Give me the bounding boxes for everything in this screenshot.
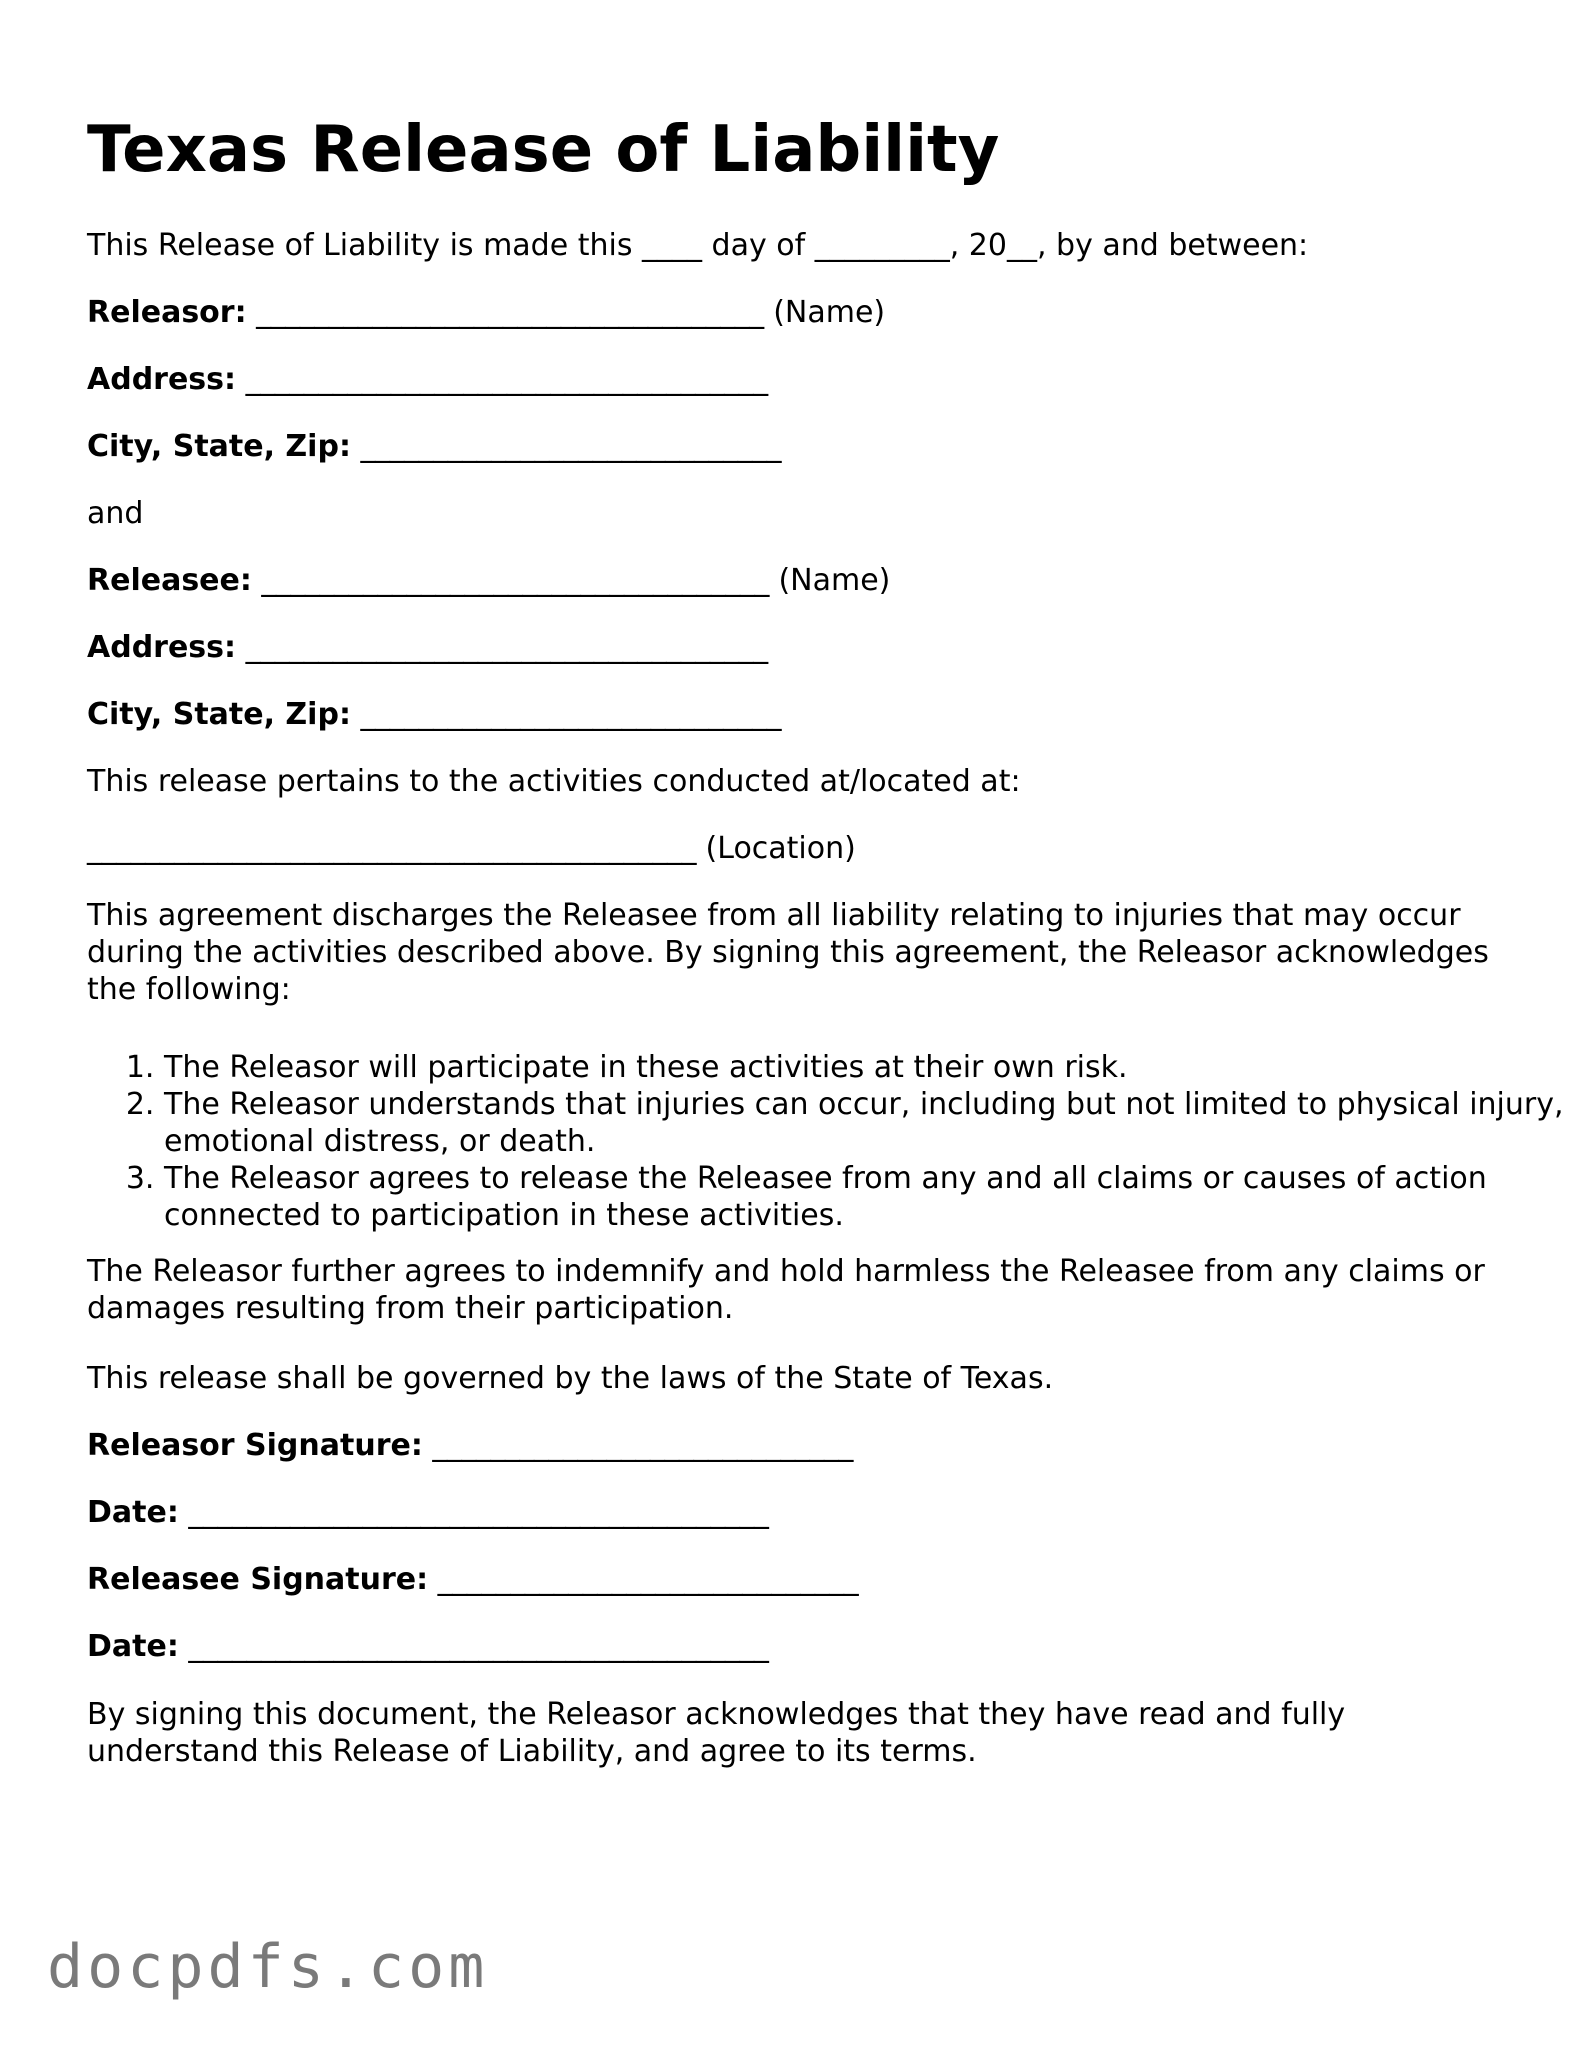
- releasor-signature-row: [87, 1427, 853, 1465]
- intro-line: This Release of Liability is made this ____ day of _________, 20__, by and between:: [87, 228, 1309, 263]
- releasee-date-row: [87, 1628, 768, 1666]
- releasor-address-field[interactable]: ____________________________________: [245, 362, 768, 397]
- list-item: 3. The Releasor agrees to release the Releasee from any and all claims or causes of action connected to participation in these activities.: [164, 1160, 1583, 1234]
- location-field[interactable]: __________________________________________: [87, 831, 696, 866]
- releasor-date-field[interactable]: ________________________________________: [188, 1495, 769, 1530]
- releasor-name-suffix: (Name): [773, 295, 886, 330]
- releasee-name-row: [87, 562, 890, 600]
- list-item: 1. The Releasor will participate in these activities at their own risk.: [164, 1049, 1583, 1086]
- releasor-signature-field[interactable]: _____________________________: [432, 1428, 853, 1463]
- watermark: docpdfs.com: [47, 1932, 489, 2002]
- releasee-signature-row: [87, 1561, 858, 1599]
- releasor-name-row: [87, 294, 885, 332]
- agreement-paragraph: This agreement discharges the Releasee from all liability relating to injuries that may occur during the activities described above. By signing this agreement, the Releasor acknowledges the following:: [87, 898, 1489, 1007]
- releasor-name-field[interactable]: ___________________________________: [256, 295, 764, 330]
- list-item: 2. The Releasor understands that injuries can occur, including but not limited to physical injury, emotional distress, or death.: [164, 1086, 1583, 1160]
- releasee-name-label: Releasee:: [87, 563, 252, 598]
- governing-law: This release shall be governed by the laws of the State of Texas.: [87, 1361, 1054, 1396]
- location-intro: This release pertains to the activities conducted at/located at:: [87, 764, 1021, 799]
- releasee-city-row: [87, 696, 781, 734]
- location-row: [87, 830, 856, 868]
- acknowledgement-list: [87, 1049, 1583, 1234]
- indemnify-paragraph: The Releasor further agrees to indemnify and hold harmless the Releasee from any claims or damages resulting from their participation.: [87, 1254, 1485, 1326]
- releasee-date-label: Date:: [87, 1629, 179, 1664]
- releasee-address-label: Address:: [87, 630, 237, 665]
- releasee-address-field[interactable]: ____________________________________: [245, 630, 768, 665]
- releasor-date-label: Date:: [87, 1495, 179, 1530]
- releasee-signature-field[interactable]: _____________________________: [437, 1562, 859, 1597]
- releasee-name-field[interactable]: ___________________________________: [261, 563, 769, 598]
- releasee-address-row: [87, 629, 768, 667]
- releasee-signature-label: Releasee Signature:: [87, 1562, 429, 1597]
- and-text: and: [87, 496, 144, 531]
- releasor-address-label: Address:: [87, 362, 237, 397]
- releasor-name-label: Releasor:: [87, 295, 247, 330]
- releasee-city-label: City, State, Zip:: [87, 697, 351, 732]
- releasee-date-field[interactable]: ________________________________________: [188, 1629, 769, 1664]
- releasor-city-label: City, State, Zip:: [87, 429, 351, 464]
- releasee-name-suffix: (Name): [778, 563, 891, 598]
- releasor-signature-label: Releasor Signature:: [87, 1428, 423, 1463]
- releasor-city-field[interactable]: _____________________________: [360, 429, 781, 464]
- location-suffix: (Location): [705, 831, 856, 866]
- closing-paragraph: By signing this document, the Releasor acknowledges that they have read and fully understand this Release of Liability, and agree to its terms.: [87, 1697, 1346, 1769]
- releasor-address-row: [87, 361, 768, 399]
- releasee-city-field[interactable]: _____________________________: [360, 697, 781, 732]
- releasor-date-row: [87, 1494, 768, 1532]
- releasor-city-row: [87, 428, 781, 466]
- document-title: Texas Release of Liability: [87, 113, 1000, 187]
